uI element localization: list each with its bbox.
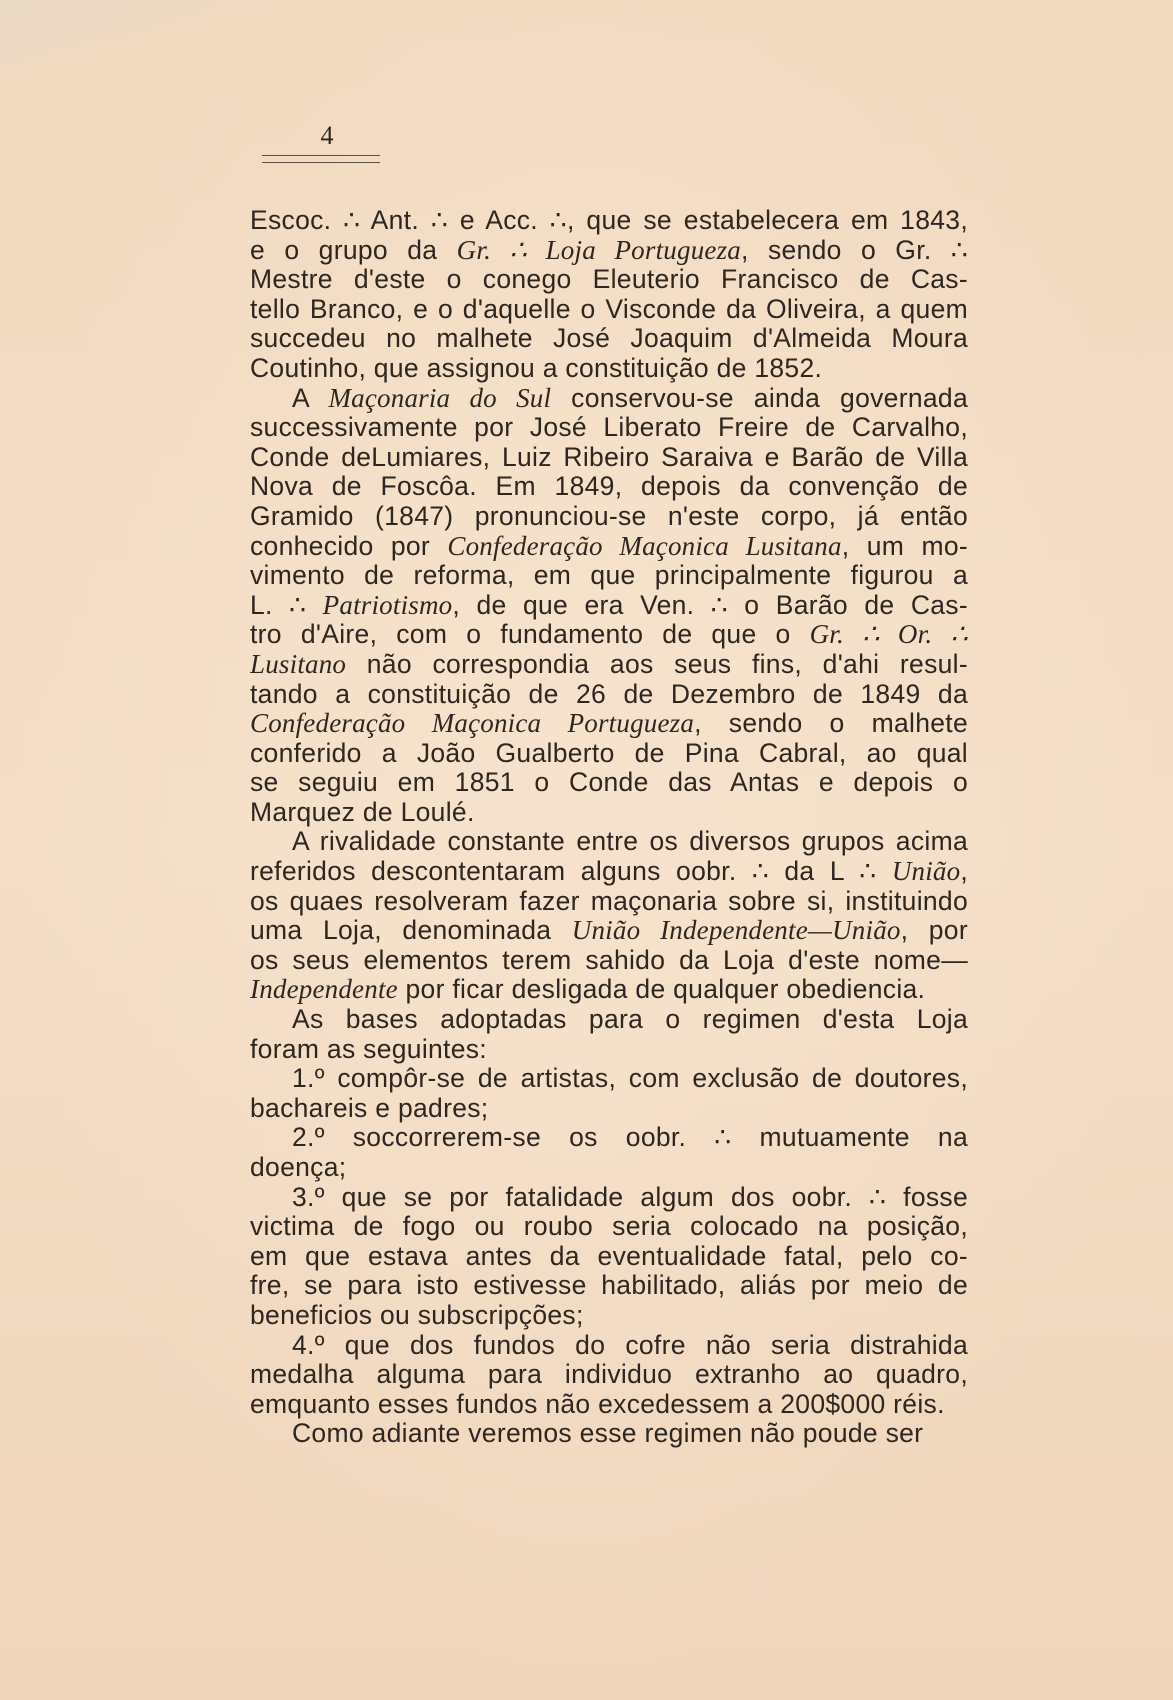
italic-text: Lusitano <box>250 649 347 679</box>
text-segment: , <box>960 857 968 887</box>
italic-text: Confederação Maçonica Portugueza <box>250 709 695 739</box>
text-line <box>250 620 968 650</box>
text-segment: Escoc. ∴ Ant. ∴ e Acc. ∴, que se estabelecera em 1843, <box>250 206 968 235</box>
italic-text: Gr. ∴ Loja Portugueza <box>456 235 741 265</box>
text-segment: , sendo o Gr. ∴ <box>740 235 968 265</box>
text-segment: succedeu no malhete José Joaquim d'Almeida Moura <box>250 324 968 354</box>
text-line <box>250 1242 968 1272</box>
italic-text: União Independente—União <box>571 916 901 946</box>
text-segment: Gramido (1847) pronunciou-se n'este corpo, já então <box>250 501 968 531</box>
text-line <box>250 1271 968 1301</box>
text-line <box>250 1360 968 1390</box>
text-segment: e o grupo da <box>250 235 457 265</box>
text-line <box>250 206 968 236</box>
italic-text: União <box>891 857 961 887</box>
text-segment: se seguiu em 1851 o Conde das Antas e depois o <box>250 768 968 798</box>
text-segment: Conde deLumiares, Luiz Ribeiro Saraiva e Barão de Villa <box>250 442 968 472</box>
text-line <box>250 354 968 384</box>
text-line <box>250 680 968 710</box>
text-segment: tello Branco, e o d'aquelle o Visconde da Oliveira, a quem <box>250 294 968 324</box>
text-line <box>250 1035 968 1065</box>
text-line <box>250 295 968 325</box>
text-segment: L. ∴ <box>250 590 323 620</box>
text-line <box>250 1005 968 1035</box>
text-line <box>250 857 968 887</box>
text-line <box>250 236 968 266</box>
text-line <box>250 887 968 917</box>
text-line <box>250 916 968 946</box>
text-line <box>250 502 968 532</box>
text-segment: tro d'Aire, com o fundamento de que o <box>250 620 810 650</box>
text-segment: conhecido por <box>250 531 448 561</box>
text-segment: uma Loja, denominada <box>250 916 572 946</box>
text-segment: Como adiante veremos esse regimen não poude ser <box>292 1419 924 1449</box>
italic-text: Confederação Maçonica Lusitana <box>447 531 842 561</box>
text-segment: os seus elementos terem sahido da Loja d'este nome— <box>250 945 968 975</box>
text-line <box>250 591 968 621</box>
page-corner-fold <box>0 0 260 70</box>
text-segment: Coutinho, que assignou a constituição de 1852. <box>250 353 823 383</box>
text-line <box>250 443 968 473</box>
text-line <box>250 650 968 680</box>
text-line <box>250 1331 968 1361</box>
text-segment: em que estava antes da eventualidade fatal, pelo co- <box>250 1241 968 1271</box>
text-line <box>250 532 968 562</box>
text-segment: beneficios ou subscripções; <box>250 1300 584 1330</box>
text-line <box>250 739 968 769</box>
text-segment: As bases adoptadas para o regimen d'esta Loja <box>292 1005 968 1035</box>
text-segment: , por <box>900 916 968 946</box>
text-line <box>250 709 968 739</box>
text-segment: 4.º que dos fundos do cofre não seria distrahida <box>292 1330 968 1360</box>
text-line <box>250 1183 968 1213</box>
text-segment: Marquez de Loulé. <box>250 797 475 827</box>
text-segment: referidos descontentaram alguns oobr. ∴ da L ∴ <box>250 857 892 887</box>
text-segment: conferido a João Gualberto de Pina Cabral, ao qual <box>250 738 968 768</box>
text-segment: 1.º compôr-se de artistas, com exclusão de doutores, <box>292 1064 968 1094</box>
italic-text: Maçonaria do Sul <box>328 383 552 413</box>
text-segment: os quaes resolveram fazer maçonaria sobre si, instituindo <box>250 886 968 916</box>
text-segment: não correspondia aos seus fins, d'ahi resul- <box>346 649 968 679</box>
text-segment: doença; <box>250 1153 347 1182</box>
text-segment: fre, se para isto estivesse habilitado, aliás por meio de <box>250 1271 968 1301</box>
text-line <box>250 265 968 295</box>
text-line <box>250 1123 968 1153</box>
italic-text: Patriotismo <box>322 590 453 620</box>
text-segment: 3.º que se por fatalidade algum dos oobr. ∴ fosse <box>292 1182 968 1212</box>
text-segment: medalha alguma para individuo extranho ao quadro, <box>250 1360 968 1390</box>
text-line <box>250 1301 968 1331</box>
text-line <box>250 1419 968 1449</box>
italic-text: Gr. ∴ Or. ∴ <box>809 620 968 650</box>
text-segment: successivamente por José Liberato Freire de Carvalho, <box>250 413 968 443</box>
text-segment: vimento de reforma, em que principalmente figurou a <box>250 561 968 591</box>
page-number-double-rule <box>262 155 380 163</box>
text-segment: A <box>292 383 329 413</box>
text-segment: , um mo- <box>841 531 968 561</box>
page-number: 4 <box>320 121 334 150</box>
text-segment: 2.º soccorrerem-se os oobr. ∴ mutuamente na <box>292 1123 968 1153</box>
text-line <box>250 413 968 443</box>
text-line <box>250 946 968 976</box>
text-line <box>250 472 968 502</box>
text-segment: conservou-se ainda governada <box>551 383 968 413</box>
text-segment: , sendo o malhete <box>694 709 968 739</box>
text-segment: Nova de Foscôa. Em 1849, depois da convenção de <box>250 472 968 502</box>
text-line <box>250 975 968 1005</box>
text-line <box>250 384 968 414</box>
text-line <box>250 1064 968 1094</box>
text-line <box>250 768 968 798</box>
text-line <box>250 1212 968 1242</box>
text-segment: bachareis e padres; <box>250 1093 489 1123</box>
text-segment: A rivalidade constante entre os diversos grupos acima <box>292 827 968 857</box>
text-line <box>250 827 968 857</box>
text-segment: por ficar desligada de qualquer obediencia. <box>397 975 926 1005</box>
text-segment: Mestre d'este o conego Eleuterio Francisco de Cas- <box>250 265 968 295</box>
text-segment: emquanto esses fundos não excedessem a 200$000 réis. <box>250 1389 945 1419</box>
italic-text: Independente <box>250 975 398 1005</box>
body-text <box>250 206 968 1449</box>
text-segment: foram as seguintes: <box>250 1034 487 1064</box>
text-line <box>250 561 968 591</box>
text-line <box>250 1094 968 1124</box>
text-segment: , de que era Ven. ∴ o Barão de Cas- <box>452 590 968 620</box>
text-segment: tando a constituição de 26 de Dezembro de 1849 da <box>250 679 968 709</box>
text-line <box>250 324 968 354</box>
text-line <box>250 1390 968 1420</box>
text-segment: victima de fogo ou roubo seria colocado na posição, <box>250 1212 968 1242</box>
text-line <box>250 798 968 828</box>
text-line <box>250 1153 968 1183</box>
